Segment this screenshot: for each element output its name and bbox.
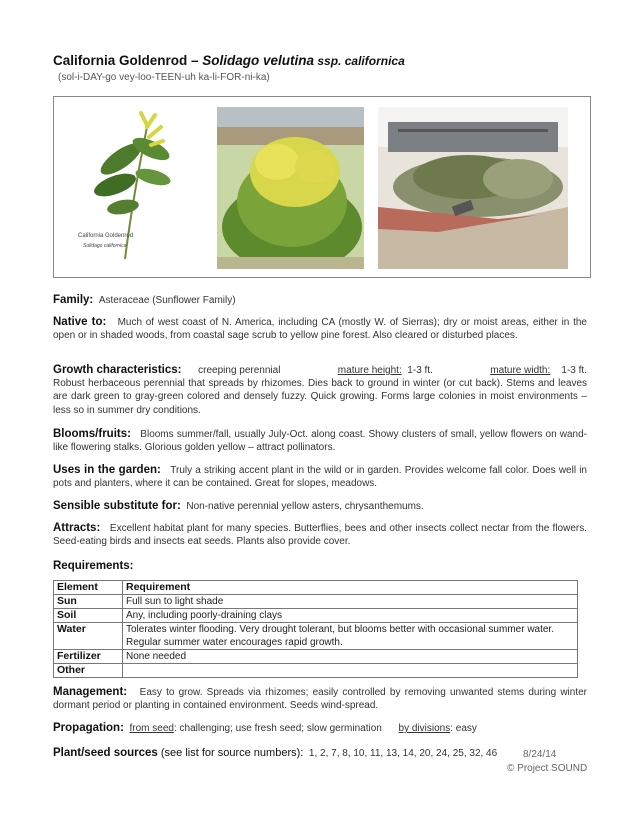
col-requirement-header: Requirement <box>123 581 578 595</box>
uses-section <box>53 464 587 490</box>
scientific-name: Solidago velutina <box>202 53 315 68</box>
by-divisions-text: : easy <box>450 723 477 734</box>
growth-label: Growth characteristics: <box>53 364 182 376</box>
attracts-section <box>53 522 587 548</box>
by-divisions-label: by divisions <box>398 723 451 734</box>
pronunciation: (sol-i-DAY-go vey-loo-TEEN-uh ka-li-FOR-ni-ka) <box>58 72 270 83</box>
uses-text: Truly a striking accent plant in the wild or in garden. Provides welcome fall color. Does well in pots and planters, where it can be contained. Great for slopes, meadows. <box>53 465 587 490</box>
substitute-text: Non-native perennial yellow asters, chrysanthemums. <box>186 501 424 512</box>
table-row: Soil Any, including poorly-draining clays <box>54 609 578 623</box>
specimen-caption-common: California Goldenrod <box>78 233 134 239</box>
propagation-section <box>53 722 587 735</box>
blooms-text: Blooms summer/fall, usually July-Oct. along coast. Showy clusters of small, yellow flowers on wand-like flowering stalks. Glorious golden yellow – attract pollinators. <box>53 429 587 454</box>
from-seed-label: from seed <box>129 723 174 734</box>
blooms-label: Blooms/fruits: <box>53 428 131 440</box>
title-dash: – <box>187 53 203 68</box>
native-section <box>53 316 587 342</box>
family-text: Asteraceae (Sunflower Family) <box>98 295 236 306</box>
sources-numbers: 1, 2, 7, 8, 10, 11, 13, 14, 20, 24, 25, 32, 46 <box>308 748 498 759</box>
goldenrod-clump-photo <box>217 107 364 269</box>
management-text: Easy to grow. Spreads via rhizomes; easily controlled by removing unwanted stems during winter dormant period or planting in contained environment. Seeds wind-spread. <box>53 687 587 712</box>
from-seed-text: : challenging; use fresh seed; slow germination <box>173 723 382 734</box>
mature-height-label: mature height: <box>337 365 402 376</box>
copyright: © Project SOUND <box>507 763 588 774</box>
mature-width-value: 1-3 ft. <box>561 365 587 376</box>
propagation-label: Propagation: <box>53 722 124 734</box>
common-name: California Goldenrod <box>53 53 188 68</box>
page-title <box>53 53 405 68</box>
table-row: Sun Full sun to light shade <box>54 595 578 609</box>
requirements-heading: Requirements: <box>53 560 134 572</box>
garden-bed-photo <box>378 107 568 269</box>
growth-text: Robust herbaceous perennial that spreads by rhizomes. Dies back to ground in winter (or cut back). Stems and leaves are dark green to gray-green colored and densely fuzzy. Quick growing. Forms large colonies in moist environments – less so in summer dry conditions. <box>53 378 587 416</box>
growth-type: creeping perennial <box>198 365 281 376</box>
blooms-section <box>53 428 587 454</box>
growth-section <box>53 364 587 417</box>
requirements-table <box>53 580 578 678</box>
table-row: Fertilizer None needed <box>54 650 578 664</box>
sources-label: Plant/seed sources <box>53 747 158 759</box>
growth-summary-line <box>53 364 587 377</box>
table-row: Water Tolerates winter flooding. Very drought tolerant, but blooms better with occasional summer water. Regular summer water encourages rapid growth. <box>54 623 578 650</box>
photo-strip <box>53 96 591 278</box>
family-section <box>53 294 587 307</box>
revision-date: 8/24/14 <box>523 749 557 760</box>
management-section <box>53 686 587 712</box>
native-text: Much of west coast of N. America, including CA (mostly W. of Sierras); dry or moist areas, either in the open or in shaded woods, from coastal sage scrub to yellow pine forest. Also cleared or disturbed places. <box>53 317 587 342</box>
substitute-section <box>53 500 587 513</box>
sources-sub: (see list for source numbers): <box>157 747 304 759</box>
native-label: Native to: <box>53 316 107 328</box>
attracts-label: Attracts: <box>53 522 101 534</box>
uses-label: Uses in the garden: <box>53 464 161 476</box>
col-element-header: Element <box>54 581 123 595</box>
mature-width-label: mature width: <box>490 365 551 376</box>
attracts-text: Excellent habitat plant for many species. Butterflies, bees and other insects collect nectar from the flowers. Seed-eating birds and insects eat seeds. Plants also provide cover. <box>53 523 587 548</box>
management-label: Management: <box>53 686 128 698</box>
mature-height-value: 1-3 ft. <box>407 365 433 376</box>
subspecies: ssp. californica <box>314 54 405 68</box>
substitute-label: Sensible substitute for: <box>53 500 181 512</box>
table-header-row <box>54 581 578 595</box>
table-row: Other <box>54 664 578 678</box>
specimen-caption-scientific: Solidago californica <box>83 243 127 249</box>
sources-section <box>53 747 523 760</box>
specimen-photo <box>63 107 212 269</box>
family-label: Family: <box>53 294 94 306</box>
